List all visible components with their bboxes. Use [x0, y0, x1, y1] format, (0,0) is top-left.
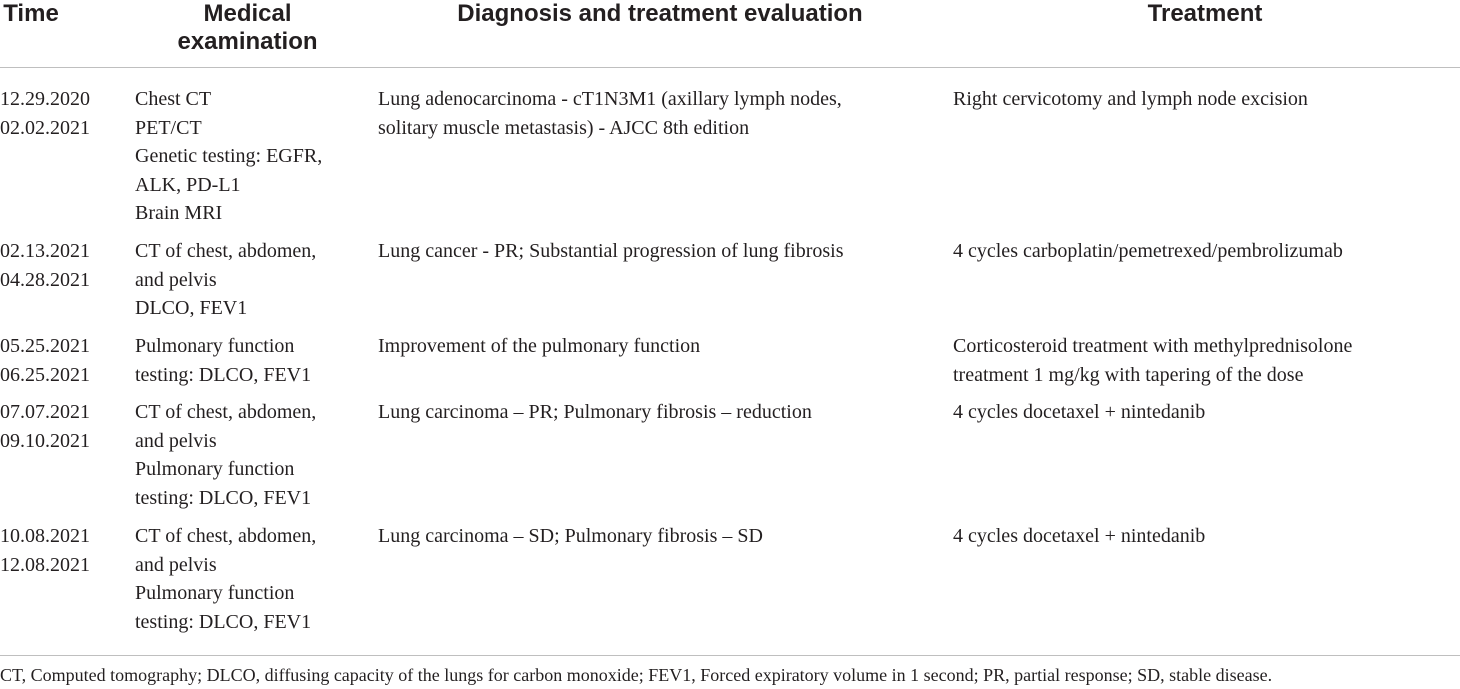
row-2-treatment: [953, 237, 1343, 266]
row-3-treatment-line: Corticosteroid treatment with methylprednisolone: [953, 335, 1353, 357]
row-1-exam-line: Brain MRI: [135, 202, 223, 224]
row-4-time-line: 09.10.2021: [0, 429, 90, 452]
row-2-time-line: 04.28.2021: [0, 268, 90, 291]
row-1-treatment-line: Right cervicotomy and lymph node excision: [953, 88, 1308, 110]
row-1-diagnosis-line: Lung adenocarcinoma - cT1N3M1 (axillary lymph nodes,: [378, 88, 842, 110]
row-3-treatment: [953, 332, 1352, 389]
row-3-time-line: 05.25.2021: [0, 335, 90, 357]
row-3-exam-line: testing: DLCO, FEV1: [135, 363, 312, 386]
row-4-exam: [135, 398, 316, 512]
row-2-exam-line: and pelvis: [135, 268, 217, 291]
header-treatment: [1080, 0, 1330, 28]
row-3-time-line: 06.25.2021: [0, 363, 90, 386]
row-3-exam: [135, 332, 311, 389]
row-3-diagnosis: [378, 332, 700, 361]
row-1-diagnosis-line: solitary muscle metastasis) - AJCC 8th edition: [378, 116, 750, 139]
row-3-time: [0, 332, 90, 389]
row-2-exam-line: CT of chest, abdomen,: [135, 240, 317, 262]
row-2-exam-line: DLCO, FEV1: [135, 297, 248, 319]
row-5-diagnosis: [378, 522, 763, 551]
row-4-exam-line: and pelvis: [135, 429, 217, 452]
row-5-time: [0, 522, 90, 579]
row-4-diagnosis-line: Lung carcinoma – PR; Pulmonary fibrosis – reduction: [378, 401, 812, 423]
row-2-treatment-line: 4 cycles carboplatin/pemetrexed/pembrolizumab: [953, 240, 1343, 262]
row-5-exam-line: CT of chest, abdomen,: [135, 525, 317, 547]
row-1-exam-line: Chest CT: [135, 88, 212, 110]
row-1-exam: [135, 85, 322, 228]
row-4-treatment-line: 4 cycles docetaxel + nintedanib: [953, 401, 1206, 423]
row-1-exam-line: Genetic testing: EGFR,: [135, 145, 323, 167]
header-diagnosis-line: Diagnosis and treatment evaluation: [457, 0, 863, 27]
row-4-time: [0, 398, 90, 455]
header-medical-examination: [150, 0, 345, 56]
row-5-treatment-line: 4 cycles docetaxel + nintedanib: [953, 525, 1206, 547]
row-2-diagnosis: [378, 237, 844, 266]
row-5-treatment: [953, 522, 1205, 551]
row-2-time: [0, 237, 90, 294]
row-3-exam-line: Pulmonary function: [135, 335, 295, 357]
row-4-time-line: 07.07.2021: [0, 401, 90, 423]
row-2-diagnosis-line: Lung cancer - PR; Substantial progression of lung fibrosis: [378, 240, 844, 262]
header-treatment-line: Treatment: [1147, 0, 1263, 27]
row-2-exam: [135, 237, 316, 323]
header-exam-line-2: examination: [177, 28, 318, 55]
header-diagnosis: [420, 0, 900, 28]
header-divider: [0, 67, 1460, 68]
row-3-diagnosis-line: Improvement of the pulmonary function: [378, 335, 701, 357]
table-footnote: CT, Computed tomography; DLCO, diffusing capacity of the lungs for carbon monoxide; FEV1, Forced expiratory volume in 1 second; PR, partial response; SD, stable disease.: [0, 665, 1273, 685]
row-1-exam-line: PET/CT: [135, 116, 202, 139]
row-4-treatment: [953, 398, 1205, 427]
row-5-exam-line: and pelvis: [135, 553, 217, 576]
row-4-exam-line: testing: DLCO, FEV1: [135, 486, 312, 509]
table-bottom-divider: [0, 655, 1460, 656]
row-1-exam-line: ALK, PD-L1: [135, 173, 241, 196]
row-5-diagnosis-line: Lung carcinoma – SD; Pulmonary fibrosis – SD: [378, 525, 763, 547]
row-1-diagnosis: [378, 85, 842, 142]
row-1-time-line: 02.02.2021: [0, 116, 90, 139]
row-1-treatment: [953, 85, 1308, 114]
row-1-time: [0, 85, 90, 142]
row-4-diagnosis: [378, 398, 812, 427]
row-5-time-line: 12.08.2021: [0, 553, 90, 576]
row-5-exam-line: testing: DLCO, FEV1: [135, 610, 312, 633]
row-5-time-line: 10.08.2021: [0, 525, 90, 547]
row-5-exam-line: Pulmonary function: [135, 582, 295, 604]
header-time: [0, 0, 62, 28]
header-time-line: Time: [3, 0, 59, 27]
row-2-time-line: 02.13.2021: [0, 240, 90, 262]
row-5-exam: [135, 522, 316, 636]
row-4-exam-line: CT of chest, abdomen,: [135, 401, 317, 423]
row-4-exam-line: Pulmonary function: [135, 458, 295, 480]
row-3-treatment-line: treatment 1 mg/kg with tapering of the dose: [953, 363, 1304, 386]
header-exam-line-1: Medical: [203, 0, 292, 27]
row-1-time-line: 12.29.2020: [0, 88, 90, 110]
